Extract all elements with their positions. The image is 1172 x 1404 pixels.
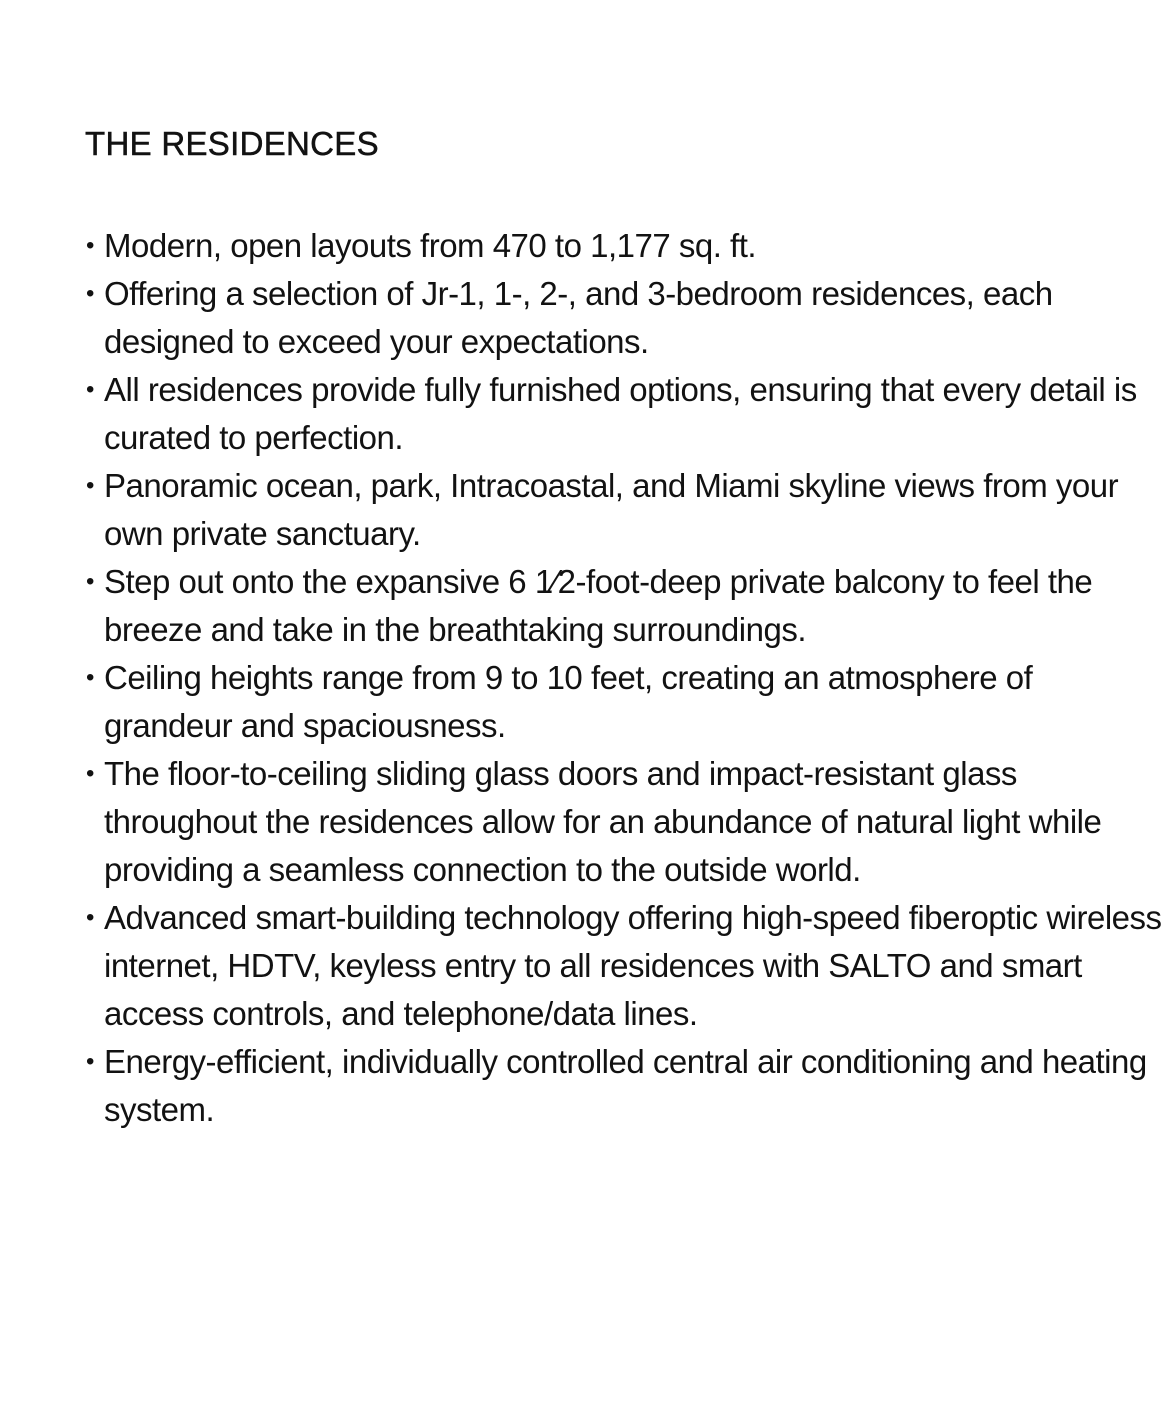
section-title: THE RESIDENCES: [85, 125, 379, 162]
bullet-icon: •: [86, 1048, 94, 1075]
feature-text: Offering a selection of Jr-1, 1-, 2-, and 3-bedroom residences, each designed to exceed your expectations.: [104, 275, 1053, 360]
bullet-icon: •: [86, 232, 94, 259]
bullet-icon: •: [86, 904, 94, 931]
bullet-icon: •: [86, 664, 94, 691]
feature-text: Advanced smart-building technology offering high-speed fiberoptic wireless internet, HDTV, keyless entry to all residences with SALTO and smart access controls, and telephone/data lines.: [104, 899, 1162, 1032]
feature-item: [84, 558, 1164, 654]
feature-item: [84, 366, 1164, 462]
feature-text: Ceiling heights range from 9 to 10 feet, creating an atmosphere of grandeur and spaciousness.: [104, 659, 1033, 744]
feature-text: Panoramic ocean, park, Intracoastal, and Miami skyline views from your own private sanctuary.: [104, 467, 1119, 552]
feature-item: [84, 894, 1164, 1038]
feature-item: [84, 462, 1164, 558]
feature-text: Energy-efficient, individually controlled central air conditioning and heating system.: [104, 1043, 1147, 1128]
feature-item: [84, 1038, 1164, 1134]
feature-text: Modern, open layouts from 470 to 1,177 sq. ft.: [104, 227, 757, 264]
feature-text: Step out onto the expansive 6 1⁄2-foot-deep private balcony to feel the breeze and take in the breathtaking surroundings.: [104, 563, 1093, 648]
feature-text: All residences provide fully furnished options, ensuring that every detail is curated to perfection.: [104, 371, 1137, 456]
bullet-icon: •: [86, 280, 94, 307]
feature-item: [84, 654, 1164, 750]
bullet-icon: •: [86, 760, 94, 787]
bullet-icon: •: [86, 376, 94, 403]
bullet-icon: •: [86, 472, 94, 499]
feature-item: [84, 750, 1164, 894]
feature-item: [84, 270, 1164, 366]
feature-item: [84, 222, 1164, 270]
residence-features-list: [84, 222, 1164, 1134]
bullet-icon: •: [86, 568, 94, 595]
feature-text: The floor-to-ceiling sliding glass doors and impact-resistant glass throughout the residences allow for an abundance of natural light while providing a seamless connection to the outside world.: [104, 755, 1102, 888]
